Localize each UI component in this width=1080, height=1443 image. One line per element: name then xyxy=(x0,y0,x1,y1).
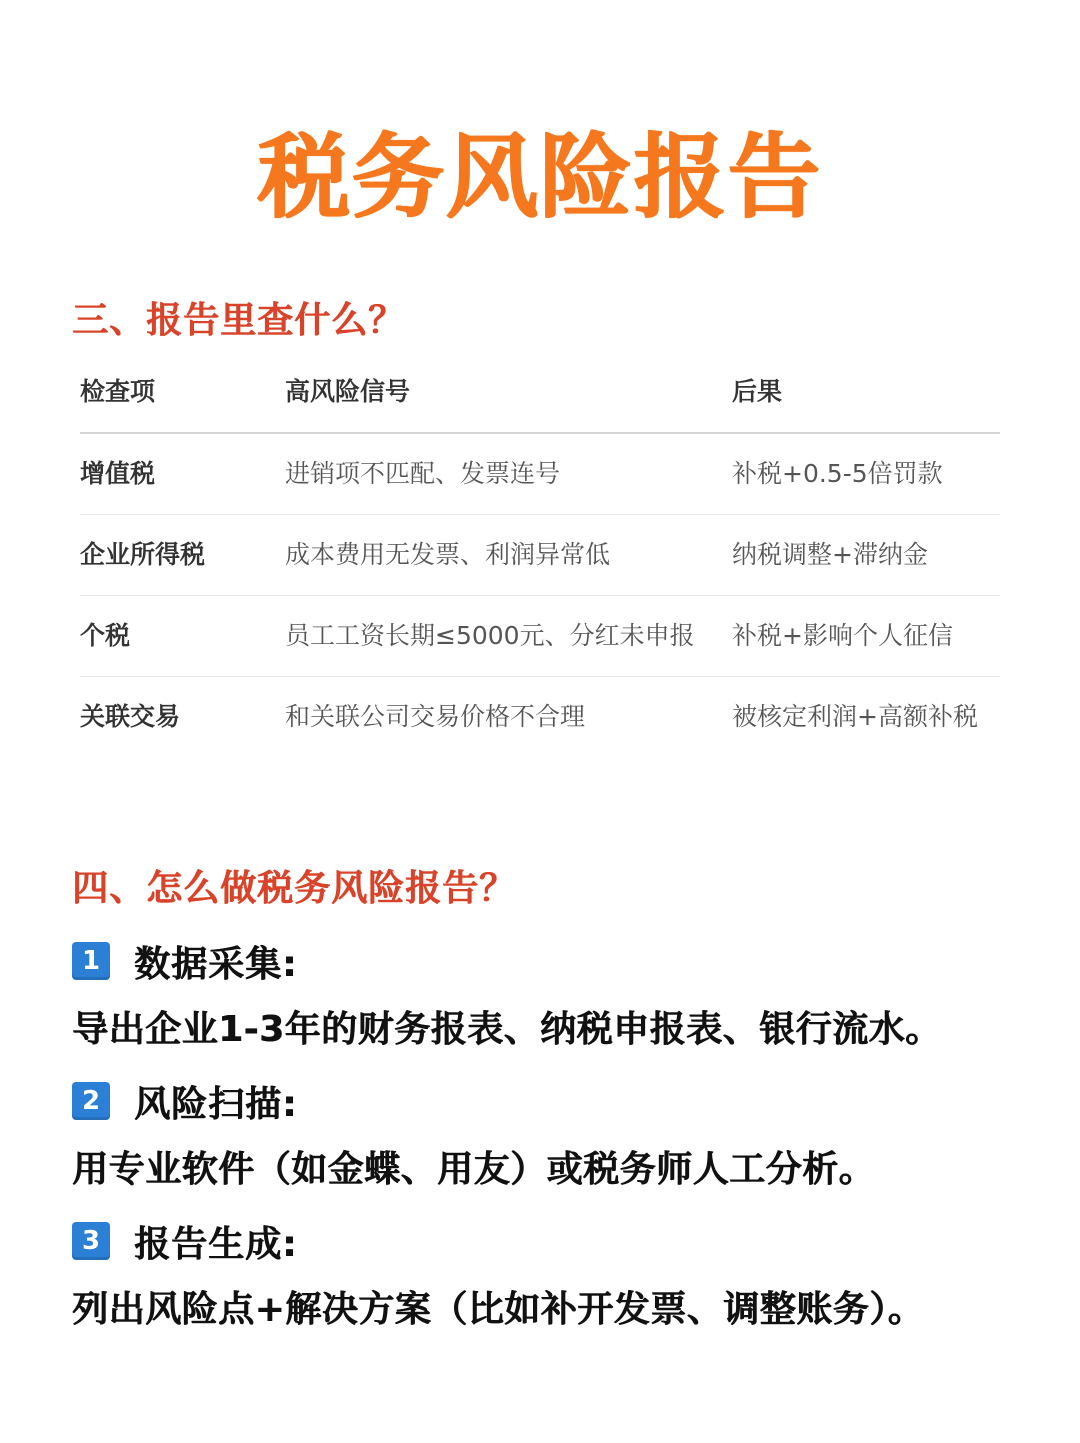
table-header-row xyxy=(80,352,1000,434)
cell-consequence: 被核定利润+高额补税 xyxy=(732,702,978,731)
step-3-description: 列出风险点+解决方案（比如补开发票、调整账务）。 xyxy=(72,1289,925,1330)
step-label: 报告生成: xyxy=(134,1223,298,1265)
header-consequence: 后果 xyxy=(732,377,783,406)
table-row xyxy=(80,515,1000,596)
header-check-item: 检查项 xyxy=(80,377,156,406)
table-row xyxy=(80,677,1000,757)
cell-signal: 员工工资长期≤5000元、分红未申报 xyxy=(285,621,695,650)
header-high-risk-signal: 高风险信号 xyxy=(285,377,411,406)
cell-consequence: 补税+影响个人征信 xyxy=(732,621,953,650)
step-2-title xyxy=(72,1079,297,1123)
cell-check-item: 增值税 xyxy=(80,459,156,488)
table-row xyxy=(80,596,1000,677)
number-2-icon: 2 xyxy=(72,1082,110,1120)
cell-consequence: 补税+0.5-5倍罚款 xyxy=(732,459,943,488)
cell-signal: 成本费用无发票、利润异常低 xyxy=(285,540,611,569)
step-2-description: 用专业软件（如金蝶、用友）或税务师人工分析。 xyxy=(72,1149,876,1190)
cell-signal: 进销项不匹配、发票连号 xyxy=(285,459,561,488)
number-1-icon: 1 xyxy=(72,942,110,980)
table-row xyxy=(80,434,1000,515)
section-heading-how-to-report: 四、怎么做税务风险报告？ xyxy=(72,868,517,909)
step-label: 数据采集: xyxy=(134,943,298,985)
cell-consequence: 纳税调整+滞纳金 xyxy=(732,540,928,569)
number-3-icon: 3 xyxy=(72,1222,110,1260)
section-heading-what-to-check: 三、报告里查什么？ xyxy=(72,300,406,341)
page-title: 税务风险报告 xyxy=(257,124,822,231)
step-1-title xyxy=(72,939,297,983)
step-label: 风险扫描: xyxy=(134,1083,298,1125)
cell-check-item: 关联交易 xyxy=(80,702,181,731)
step-1-description: 导出企业1-3年的财务报表、纳税申报表、银行流水。 xyxy=(72,1009,942,1050)
risk-check-table xyxy=(80,352,1000,757)
cell-check-item: 企业所得税 xyxy=(80,540,206,569)
cell-signal: 和关联公司交易价格不合理 xyxy=(285,702,586,731)
cell-check-item: 个税 xyxy=(80,621,131,650)
step-3-title xyxy=(72,1219,297,1263)
